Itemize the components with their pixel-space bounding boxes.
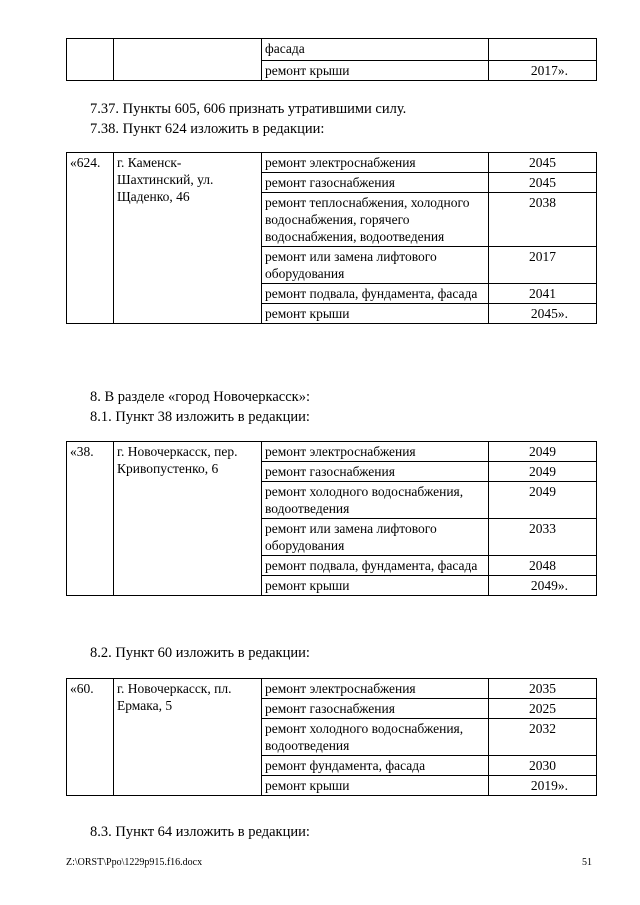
work-cell: ремонт электроснабжения — [262, 442, 489, 462]
work-cell: ремонт газоснабжения — [262, 699, 489, 719]
address-cell: г. Новочеркасск, пер. Кривопустенко, 6 — [114, 442, 262, 596]
year-cell: 2049 — [489, 462, 597, 482]
paragraph-8-3: 8.3. Пункт 64 изложить в редакции: — [90, 824, 310, 840]
num-cell: «38. — [67, 442, 114, 596]
year-cell: 2045 — [489, 173, 597, 193]
work-cell: фасада — [262, 39, 489, 61]
year-cell: 2041 — [489, 284, 597, 304]
paragraph-8-2: 8.2. Пункт 60 изложить в редакции: — [90, 645, 310, 661]
paragraph-7-37: 7.37. Пункты 605, 606 признать утратившими силу. — [90, 101, 407, 117]
year-cell: 2030 — [489, 756, 597, 776]
work-cell: ремонт крыши — [262, 776, 489, 796]
year-cell: 2038 — [489, 193, 597, 247]
work-cell: ремонт или замена лифтового оборудования — [262, 519, 489, 556]
year-cell: 2049 — [489, 482, 597, 519]
year-cell: 2032 — [489, 719, 597, 756]
work-cell: ремонт крыши — [262, 576, 489, 596]
year-cell: 2019». — [489, 776, 597, 796]
work-cell: ремонт крыши — [262, 61, 489, 81]
year-cell: 2045». — [489, 304, 597, 324]
paragraph-8-1: 8.1. Пункт 38 изложить в редакции: — [90, 409, 310, 425]
work-cell: ремонт теплоснабжения, холодного водоснабжения, горячего водоснабжения, водоотведения — [262, 193, 489, 247]
address-cell: г. Каменск-Шахтинский, ул. Щаденко, 46 — [114, 153, 262, 324]
year-cell: 2017 — [489, 247, 597, 284]
work-cell: ремонт электроснабжения — [262, 679, 489, 699]
num-cell: «624. — [67, 153, 114, 324]
num-cell: «60. — [67, 679, 114, 796]
year-cell: 2049». — [489, 576, 597, 596]
table-item-60 — [66, 678, 597, 796]
paragraph-7-38: 7.38. Пункт 624 изложить в редакции: — [90, 121, 325, 137]
year-cell: 2048 — [489, 556, 597, 576]
year-cell: 2049 — [489, 442, 597, 462]
year-cell: 2045 — [489, 153, 597, 173]
work-cell: ремонт или замена лифтового оборудования — [262, 247, 489, 284]
work-cell: ремонт газоснабжения — [262, 173, 489, 193]
work-cell: ремонт фундамента, фасада — [262, 756, 489, 776]
address-cell — [114, 39, 262, 81]
year-cell: 2033 — [489, 519, 597, 556]
table-row — [67, 153, 597, 173]
table-item-624 — [66, 152, 597, 324]
table-row — [67, 39, 597, 61]
work-cell: ремонт подвала, фундамента, фасада — [262, 284, 489, 304]
table-item-38 — [66, 441, 597, 596]
table-row — [67, 679, 597, 699]
work-cell: ремонт газоснабжения — [262, 462, 489, 482]
work-cell: ремонт холодного водоснабжения, водоотведения — [262, 482, 489, 519]
year-cell — [489, 39, 597, 61]
footer-page-number: 51 — [582, 857, 592, 868]
paragraph-8: 8. В разделе «город Новочеркасск»: — [90, 389, 311, 405]
work-cell: ремонт подвала, фундамента, фасада — [262, 556, 489, 576]
table-continued — [66, 38, 597, 81]
work-cell: ремонт электроснабжения — [262, 153, 489, 173]
footer-file-path: Z:\ORST\Ppo\1229p915.f16.docx — [66, 857, 203, 868]
work-cell: ремонт крыши — [262, 304, 489, 324]
work-cell: ремонт холодного водоснабжения, водоотведения — [262, 719, 489, 756]
address-cell: г. Новочеркасск, пл. Ермака, 5 — [114, 679, 262, 796]
year-cell: 2035 — [489, 679, 597, 699]
year-cell: 2017». — [489, 61, 597, 81]
table-row — [67, 442, 597, 462]
year-cell: 2025 — [489, 699, 597, 719]
num-cell — [67, 39, 114, 81]
